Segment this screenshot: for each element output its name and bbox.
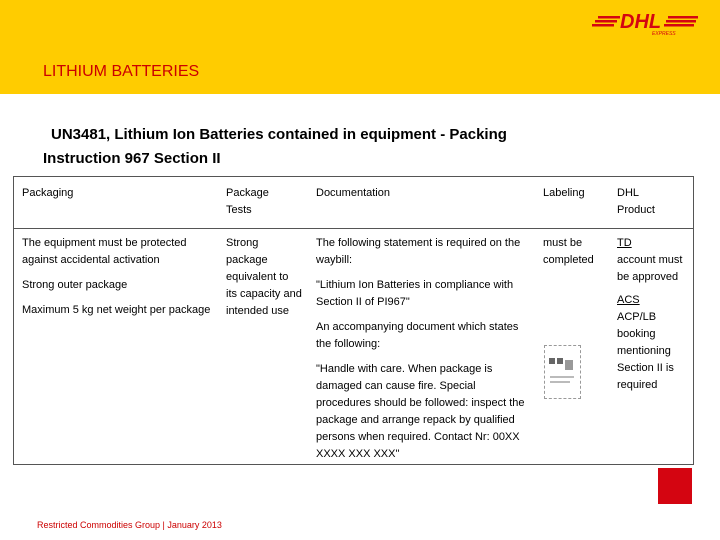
labeling-cell: must be completed — [543, 237, 594, 266]
documentation-text-2: "Lithium Ion Batteries in compliance with Section II of PI967" — [316, 279, 514, 308]
logo-text: DHL — [620, 11, 662, 33]
packaging-text-2: Strong outer package — [22, 279, 128, 291]
requirements-table — [13, 176, 694, 465]
acs-text: ACP/LB booking mentioning Section II is required — [617, 311, 674, 391]
table-header-divider — [14, 228, 693, 229]
dhl-logo — [590, 8, 710, 38]
packaging-text-3: Maximum 5 kg net weight per package — [22, 304, 211, 316]
page-heading — [43, 123, 643, 171]
packaging-text-1: The equipment must be protected against accidental activation — [22, 237, 187, 266]
acs-label: ACS — [617, 294, 640, 306]
battery-label-image — [544, 345, 581, 399]
corner-accent — [658, 468, 692, 504]
td-text: account must be approved — [617, 254, 683, 283]
header-documentation: Documentation — [316, 187, 390, 199]
header-dhl-product: DHL Product — [617, 187, 655, 216]
documentation-cell — [316, 235, 530, 471]
packaging-cell — [22, 235, 212, 327]
footer-text: Restricted Commodities Group | January 2013 — [37, 520, 222, 530]
package-tests-cell: Strong package equivalent to its capacity and intended use — [226, 237, 302, 317]
dhl-product-cell — [617, 235, 689, 394]
section-title: LITHIUM BATTERIES — [43, 63, 200, 80]
heading-line-2: Instruction 967 Section II — [43, 150, 221, 167]
header-labeling: Labeling — [543, 187, 585, 199]
header-package-tests: Package Tests — [226, 187, 269, 216]
td-label: TD — [617, 237, 632, 249]
heading-line-1: UN3481, Lithium Ion Batteries contained in equipment - Packing — [51, 126, 507, 143]
logo-sub: EXPRESS — [652, 31, 676, 37]
documentation-text-1: The following statement is required on the waybill: — [316, 237, 521, 266]
documentation-text-3: An accompanying document which states the following: — [316, 321, 519, 350]
documentation-text-4: "Handle with care. When package is damaged can cause fire. Special procedures should be followed: inspect the package and arrange repack by qualified persons when required. Contact Nr: 00XX XXXX XXX XXX" — [316, 363, 525, 460]
header-packaging: Packaging — [22, 187, 74, 199]
